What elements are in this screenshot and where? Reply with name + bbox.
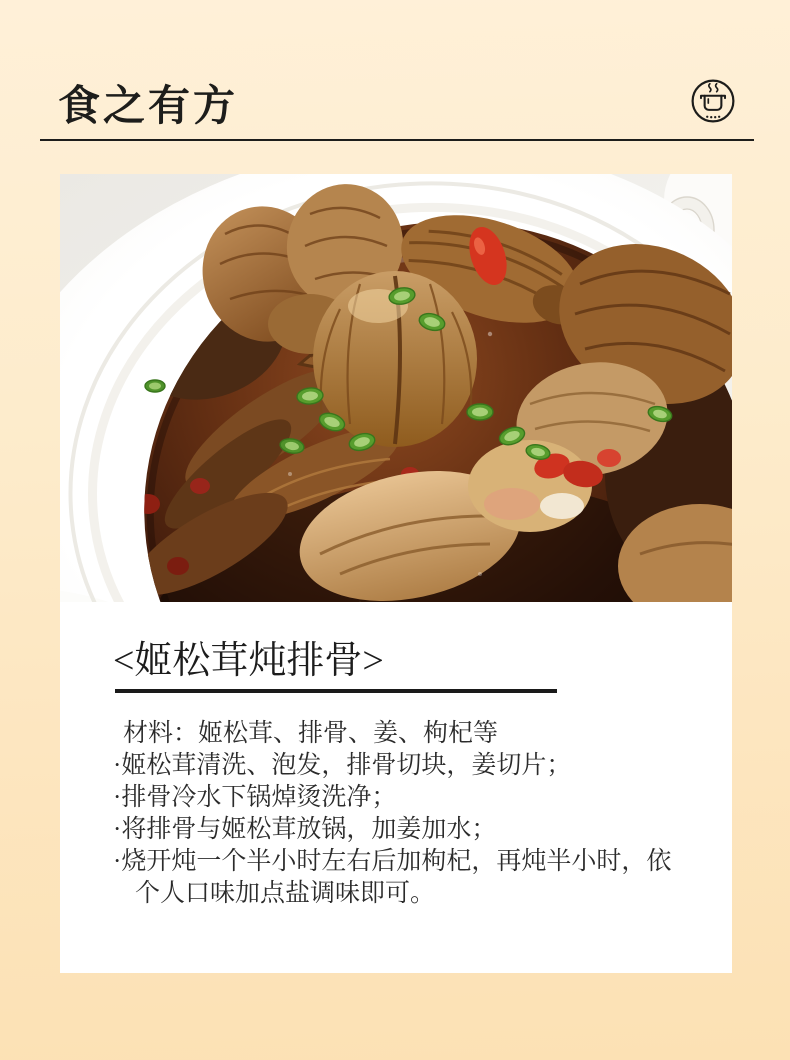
step-line-continuation: 个人口味加点盐调味即可。 <box>135 880 436 907</box>
header-divider <box>40 139 754 141</box>
materials-line: 材料：姬松茸、排骨、姜、枸杞等 <box>123 720 499 747</box>
step-line: ·姬松茸清洗、泡发，排骨切块，姜切片； <box>113 752 572 779</box>
cooking-pot-icon <box>690 78 736 124</box>
recipe-card <box>60 174 732 973</box>
recipe-title: <姬松茸炖排骨> <box>113 640 384 682</box>
step-line: ·排骨冷水下锅焯烫洗净； <box>113 784 397 811</box>
stewpot-dish-photo <box>60 174 732 602</box>
title-underline <box>115 689 557 693</box>
brand-logo-text: 食之有方 <box>58 82 239 129</box>
step-line: ·将排骨与姬松茸放锅，加姜加水； <box>113 816 497 843</box>
step-line: ·烧开炖一个半小时左右后加枸杞，再炖半小时，依 <box>113 848 672 875</box>
